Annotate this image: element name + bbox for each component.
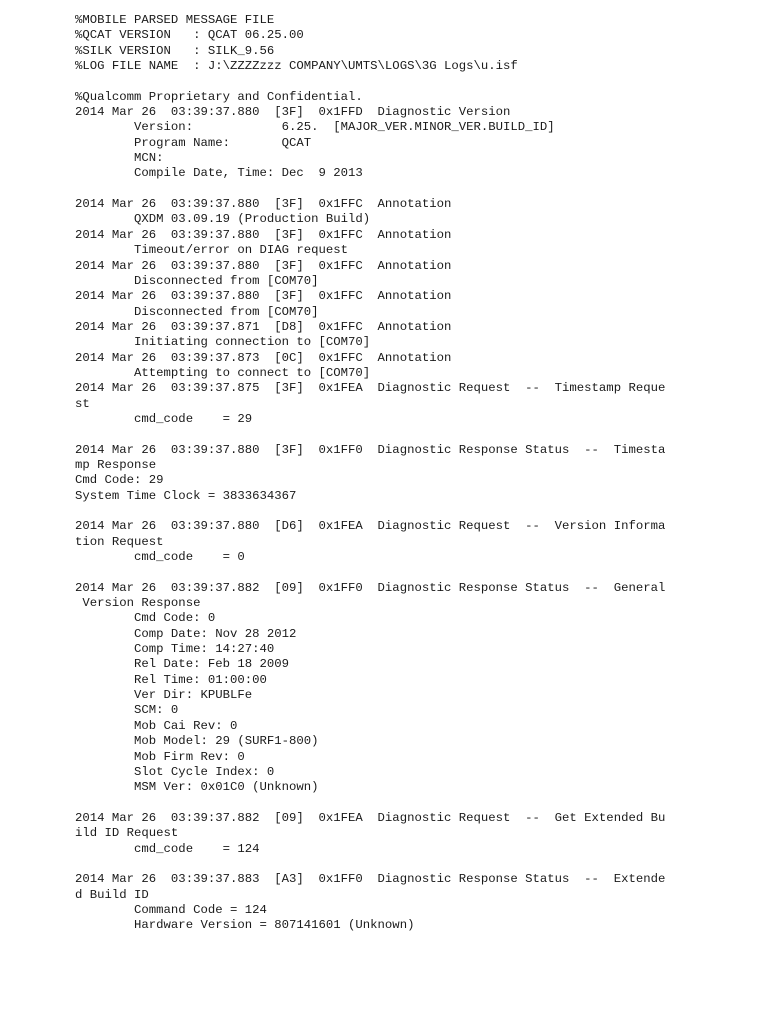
log-line: Comp Date: Nov 28 2012: [75, 626, 297, 641]
log-line: Disconnected from [COM70]: [75, 304, 319, 319]
log-line: Hardware Version = 807141601 (Unknown): [75, 918, 415, 933]
log-line: Mob Model: 29 (SURF1-800): [75, 734, 319, 749]
log-line: [75, 74, 675, 89]
log-line: [75, 565, 675, 580]
log-line: Program Name: QCAT: [75, 135, 312, 150]
log-line: [75, 796, 675, 811]
log-line: %QCAT VERSION : QCAT 06.25.00: [75, 28, 304, 43]
log-line: Slot Cycle Index: 0: [75, 764, 275, 779]
log-line: Version: 6.25. [MAJOR_VER.MINOR_VER.BUILD_ID]: [75, 120, 555, 135]
log-line: Compile Date, Time: Dec 9 2013: [75, 166, 363, 181]
log-line: 2014 Mar 26 03:39:37.880 [3F] 0x1FFC Annotation: [75, 289, 452, 304]
log-line: cmd_code = 124: [75, 841, 260, 856]
log-line: 2014 Mar 26 03:39:37.880 [D6] 0x1FEA Diagnostic Request -- Version Informa: [75, 519, 666, 534]
log-line: cmd_code = 0: [75, 550, 245, 565]
log-line: 2014 Mar 26 03:39:37.871 [D8] 0x1FFC Annotation: [75, 319, 452, 334]
log-line: Mob Cai Rev: 0: [75, 718, 238, 733]
log-line: Disconnected from [COM70]: [75, 273, 319, 288]
log-line: Mob Firm Rev: 0: [75, 749, 245, 764]
log-line: %SILK VERSION : SILK_9.56: [75, 43, 275, 58]
log-line: Rel Date: Feb 18 2009: [75, 657, 290, 672]
log-line: Cmd Code: 0: [75, 611, 216, 626]
log-line: mp Response: [75, 457, 157, 472]
log-line: [75, 857, 675, 872]
log-text-block: [75, 13, 675, 934]
log-line: 2014 Mar 26 03:39:37.875 [3F] 0x1FEA Diagnostic Request -- Timestamp Reque: [75, 381, 666, 396]
log-line: [75, 504, 675, 519]
log-line: Command Code = 124: [75, 902, 267, 917]
log-line: ild ID Request: [75, 826, 179, 841]
log-line: [75, 427, 675, 442]
log-line: 2014 Mar 26 03:39:37.873 [0C] 0x1FFC Annotation: [75, 350, 452, 365]
log-line: SCM: 0: [75, 703, 179, 718]
log-line: 2014 Mar 26 03:39:37.880 [3F] 0x1FFC Annotation: [75, 197, 452, 212]
log-line: 2014 Mar 26 03:39:37.880 [3F] 0x1FF0 Diagnostic Response Status -- Timesta: [75, 442, 666, 457]
log-line: MCN:: [75, 151, 164, 166]
log-line: tion Request: [75, 534, 164, 549]
log-line: 2014 Mar 26 03:39:37.880 [3F] 0x1FFC Annotation: [75, 227, 452, 242]
log-line: System Time Clock = 3833634367: [75, 488, 297, 503]
log-line: QXDM 03.09.19 (Production Build): [75, 212, 371, 227]
log-line: MSM Ver: 0x01C0 (Unknown): [75, 780, 319, 795]
log-line: Initiating connection to [COM70]: [75, 335, 371, 350]
log-line: cmd_code = 29: [75, 411, 253, 426]
log-line: 2014 Mar 26 03:39:37.882 [09] 0x1FF0 Diagnostic Response Status -- General: [75, 580, 666, 595]
log-line: st: [75, 396, 90, 411]
log-line: %LOG FILE NAME : J:\ZZZZzzz COMPANY\UMTS\LOGS\3G Logs\u.isf: [75, 59, 518, 74]
log-line: 2014 Mar 26 03:39:37.883 [A3] 0x1FF0 Diagnostic Response Status -- Extende: [75, 872, 666, 887]
log-line: d Build ID: [75, 887, 149, 902]
log-line: 2014 Mar 26 03:39:37.880 [3F] 0x1FFC Annotation: [75, 258, 452, 273]
log-line: %MOBILE PARSED MESSAGE FILE: [75, 13, 275, 27]
log-line: Attempting to connect to [COM70]: [75, 365, 371, 380]
log-line: %Qualcomm Proprietary and Confidential.: [75, 89, 363, 104]
log-line: Timeout/error on DIAG request: [75, 243, 349, 258]
log-line: [75, 182, 675, 197]
log-line: Version Response: [75, 596, 201, 611]
log-line: Cmd Code: 29: [75, 473, 164, 488]
log-line: Ver Dir: KPUBLFe: [75, 688, 253, 703]
log-line: 2014 Mar 26 03:39:37.880 [3F] 0x1FFD Diagnostic Version: [75, 105, 511, 120]
log-line: Rel Time: 01:00:00: [75, 672, 267, 687]
log-line: Comp Time: 14:27:40: [75, 642, 275, 657]
log-line: 2014 Mar 26 03:39:37.882 [09] 0x1FEA Diagnostic Request -- Get Extended Bu: [75, 810, 666, 825]
